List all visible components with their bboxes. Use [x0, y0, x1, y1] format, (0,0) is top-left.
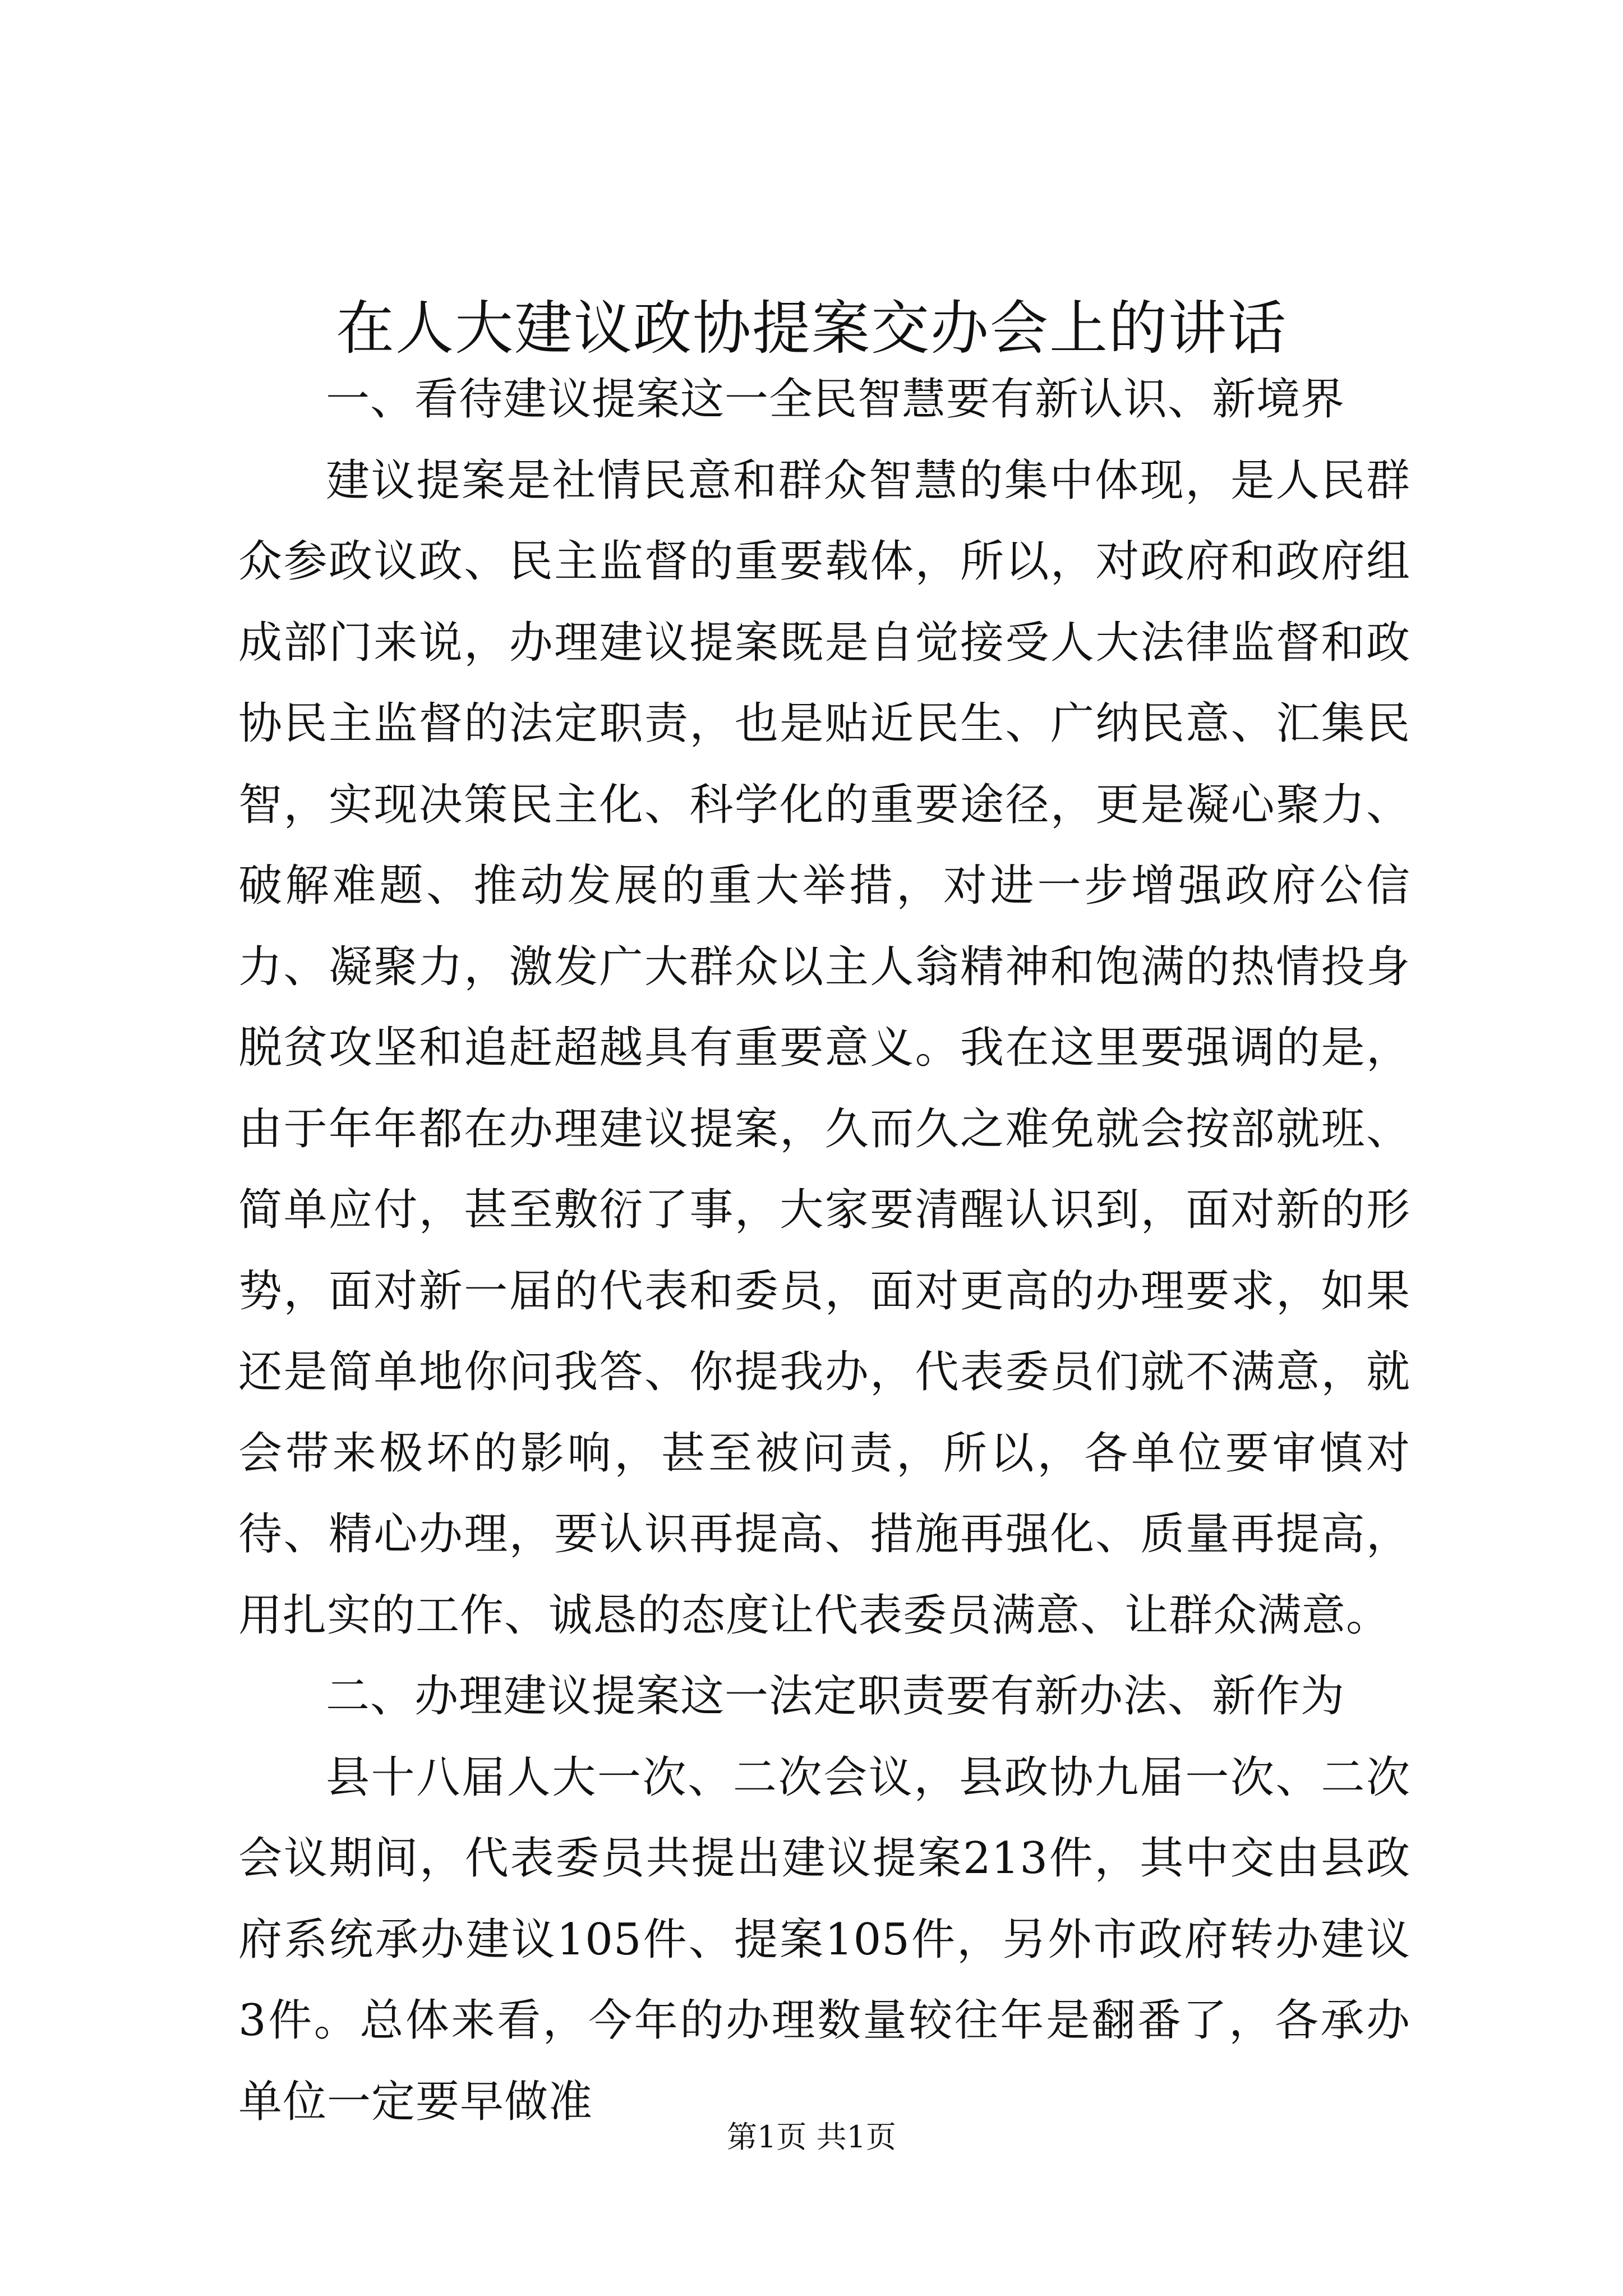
section-heading-1: 一、看待建议提案这一全民智慧要有新认识、新境界: [326, 374, 1345, 425]
body-paragraph-1: 建议提案是社情民意和群众智慧的集中体现，是人民群众参政议政、民主监督的重要载体，所以，对政府和政府组成部门来说，办理建议提案既是自觉接受人大法律监督和政协民主监督的法定职责，也是贴近民生、广纳民意、汇集民智，实现决策民主化、科学化的重要途径，更是凝心聚力、破解难题、推动发展的重大举措，对进一步增强政府公信力、凝聚力，激发广大群众以主人翁精神和饱满的热情投身脱贫攻坚和追赶超越具有重要意义。我在这里要强调的是，由于年年都在办理建议提案，久而久之难免就会按部就班、简单应付，甚至敷衍了事，大家要清醒认识到，面对新的形势，面对新一届的代表和委员，面对更高的办理要求，如果还是简单地你问我答、你提我办，代表委员们就不满意，就会带来极坏的影响，甚至被问责，所以，各单位要审慎对待、精心办理，要认识再提高、措施再强化、质量再提高，用扎实的工作、诚恳的态度让代表委员满意、让群众满意。: [238, 455, 1410, 1641]
document-body: [238, 359, 1410, 2142]
section-heading-2: 二、办理建议提案这一法定职责要有新办法、新作为: [326, 1671, 1345, 1722]
page-number-footer: 第1页 共1页: [727, 2119, 896, 2155]
page-title: 在人大建议政协提案交办会上的讲话: [335, 294, 1287, 362]
body-paragraph-2: 县十八届人大一次、二次会议，县政协九届一次、二次会议期间，代表委员共提出建议提案213件，其中交由县政府系统承办建议105件、提案105件，另外市政府转办建议3件。总体来看，今年的办理数量较往年是翻番了，各承办单位一定要早做准: [238, 1752, 1410, 2127]
